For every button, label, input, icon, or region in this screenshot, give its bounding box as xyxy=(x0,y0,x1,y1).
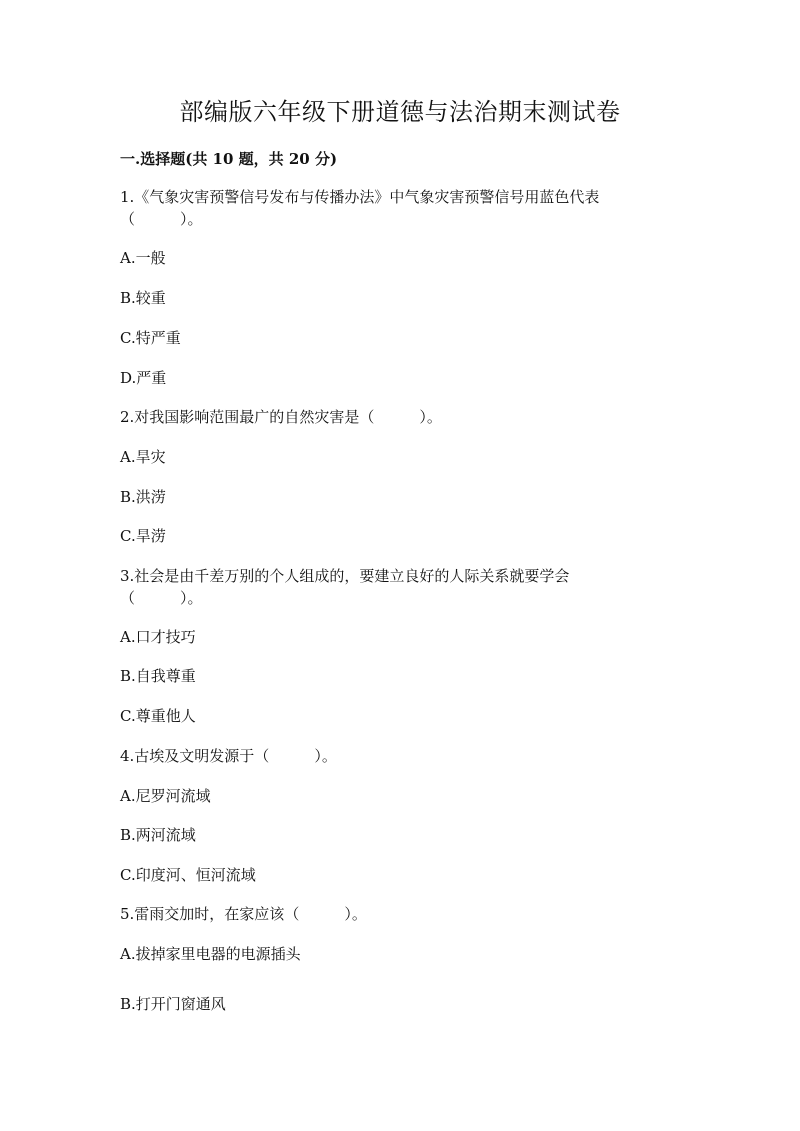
question-5-option-b: B.打开门窗通风 xyxy=(120,995,226,1013)
question-4-option-a: A.尼罗河流域 xyxy=(120,787,211,805)
question-1-stem: 1.《气象灾害预警信号发布与传播办法》中气象灾害预警信号用蓝色代表 xyxy=(120,188,600,206)
question-3-option-a: A.口才技巧 xyxy=(120,628,196,646)
question-2-stem: 2.对我国影响范围最广的自然灾害是（ ）。 xyxy=(120,408,442,426)
page-title: 部编版六年级下册道德与法治期末测试卷 xyxy=(179,98,621,126)
question-5-option-a: A.拔掉家里电器的电源插头 xyxy=(120,945,301,963)
question-1-option-a: A.一般 xyxy=(120,249,166,267)
question-1-option-c: C.特严重 xyxy=(120,329,181,347)
question-4-option-b: B.两河流域 xyxy=(120,826,196,844)
question-5-stem: 5.雷雨交加时，在家应该（ ）。 xyxy=(120,905,367,923)
question-4-stem: 4.古埃及文明发源于（ ）。 xyxy=(120,747,337,765)
question-3-option-b: B.自我尊重 xyxy=(120,667,196,685)
question-2-option-a: A.旱灾 xyxy=(120,448,166,466)
question-3-stem: 3.社会是由千差万别的个人组成的，要建立良好的人际关系就要学会 xyxy=(120,567,570,585)
question-1-option-b: B.较重 xyxy=(120,289,166,307)
question-3-option-c: C.尊重他人 xyxy=(120,707,196,725)
question-1-stem-continuation: （ ）。 xyxy=(120,210,203,228)
question-3-stem-continuation: （ ）。 xyxy=(120,589,203,607)
question-1-option-d: D.严重 xyxy=(120,369,167,387)
section-heading: 一.选择题(共 10 题，共 20 分) xyxy=(120,150,338,168)
question-2-option-c: C.旱涝 xyxy=(120,527,166,545)
question-4-option-c: C.印度河、恒河流域 xyxy=(120,866,256,884)
question-2-option-b: B.洪涝 xyxy=(120,488,166,506)
